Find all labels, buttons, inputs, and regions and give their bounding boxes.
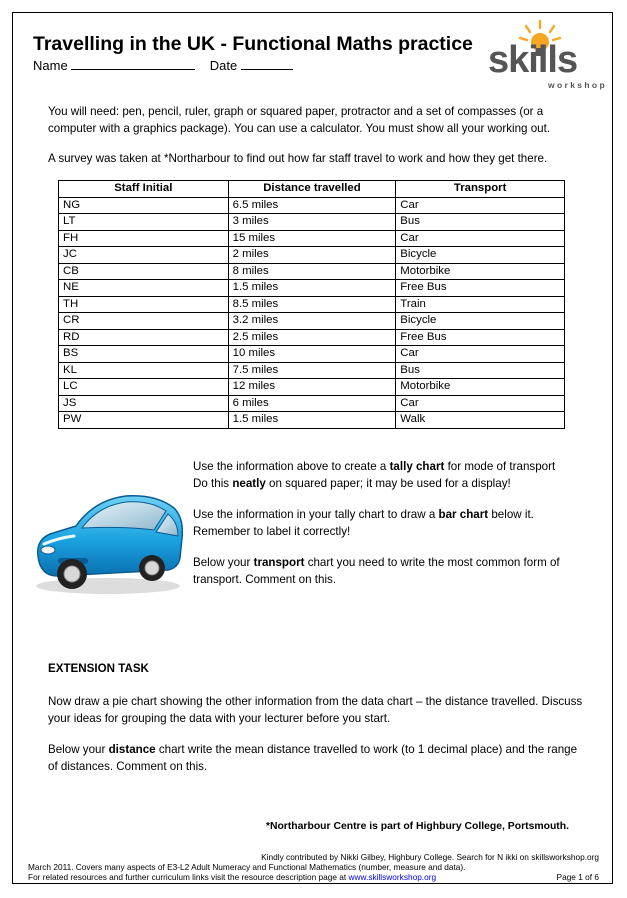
table-row: [59, 214, 565, 231]
footer-related: [28, 872, 436, 882]
table-row: [59, 230, 565, 247]
cell-distance: 10 miles: [228, 346, 396, 363]
table-row: [59, 280, 565, 297]
footer-coverage: March 2011. Covers many aspects of E3-L2 Adult Numeracy and Functional Mathematics (number, measure and data).: [28, 862, 466, 872]
table-row: [59, 362, 565, 379]
date-blank-field[interactable]: [241, 58, 293, 70]
bar-text-bold: bar chart: [438, 508, 489, 521]
common-text-a: Below your: [193, 556, 254, 569]
table-row: [59, 263, 565, 280]
cell-transport: Car: [396, 230, 565, 247]
common-text-bold: transport: [253, 556, 305, 569]
neat-text-c: on squared paper; it may be used for a display!: [265, 476, 511, 490]
cell-staff-initial: CB: [59, 263, 229, 280]
cell-distance: 8 miles: [228, 263, 396, 280]
table-row: [59, 329, 565, 346]
survey-data-table: [58, 180, 565, 429]
northarbour-footnote: *Northarbour Centre is part of Highbury College, Portsmouth.: [265, 821, 569, 832]
table-row: [59, 313, 565, 330]
table-row: [59, 247, 565, 264]
cell-staff-initial: TH: [59, 296, 229, 313]
cell-distance: 2.5 miles: [228, 329, 396, 346]
cell-transport: Motorbike: [396, 379, 565, 396]
date-label: Date: [209, 58, 238, 73]
cell-staff-initial: JC: [59, 247, 229, 264]
cell-staff-initial: RD: [59, 329, 229, 346]
logo-wordmark: skills: [488, 39, 578, 81]
logo-subword: w o r k s h o p: [548, 80, 605, 90]
cell-distance: 3.2 miles: [228, 313, 396, 330]
cell-staff-initial: JS: [59, 395, 229, 412]
bar-text-a: Use the information in your tally chart to draw a: [193, 508, 439, 521]
neat-text-a: Do this: [193, 476, 233, 490]
table-row: [59, 379, 565, 396]
cell-distance: 2 miles: [228, 247, 396, 264]
pie-chart-instruction: Now draw a pie chart showing the other information from the data chart – the distance travelled. Discuss your ideas for grouping the data with your lecturer before you start.: [48, 695, 583, 725]
cell-transport: Motorbike: [396, 263, 565, 280]
cell-distance: 1.5 miles: [228, 280, 396, 297]
header-distance: Distance travelled: [228, 181, 396, 198]
tally-text-bold: tally chart: [389, 460, 445, 473]
name-blank-field[interactable]: [71, 58, 195, 70]
cell-distance: 1.5 miles: [228, 412, 396, 429]
table-row: [59, 296, 565, 313]
cell-distance: 12 miles: [228, 379, 396, 396]
bar-text-c: below it.: [488, 508, 534, 521]
tally-text-c: for mode of transport: [444, 460, 556, 473]
tally-text-a: Use the information above to create a: [193, 460, 390, 473]
requirements-paragraph: You will need: pen, pencil, ruler, graph or squared paper, protractor and a set of compasses (or a computer with a graphics package). You can use a calculator. You must show all your working out.: [48, 105, 551, 135]
page-title: Travelling in the UK - Functional Maths practice: [33, 33, 473, 55]
name-label: Name: [33, 58, 68, 73]
cell-staff-initial: BS: [59, 346, 229, 363]
cell-staff-initial: CR: [59, 313, 229, 330]
footer-contributed: Kindly contributed by Nikki Gilbey, Highbury College. Search for N ikki on skillsworkshop.org: [261, 852, 599, 862]
footer-related-text: For related resources and further curriculum links visit the resource description page at: [28, 872, 349, 882]
cell-distance: 6 miles: [228, 395, 396, 412]
cell-transport: Car: [396, 197, 565, 214]
cell-staff-initial: LT: [59, 214, 229, 231]
neat-text-bold: neatly: [232, 476, 266, 490]
common-transport-instruction: [193, 555, 593, 588]
mean-distance-instruction: [48, 742, 588, 775]
mean-text-bold: distance: [108, 743, 156, 756]
cell-transport: Walk: [396, 412, 565, 429]
table-row: [59, 412, 565, 429]
cell-staff-initial: LC: [59, 379, 229, 396]
name-date-line: [33, 58, 293, 73]
cell-distance: 3 miles: [228, 214, 396, 231]
cell-staff-initial: NG: [59, 197, 229, 214]
cell-distance: 15 miles: [228, 230, 396, 247]
cell-transport: Free Bus: [396, 329, 565, 346]
mean-text-c: chart write the mean distance travelled to work (to 1 decimal place) and the range of distances. Comment on this.: [48, 743, 578, 773]
cell-staff-initial: KL: [59, 362, 229, 379]
skills-workshop-logo: [486, 18, 605, 92]
header-staff-initial: Staff Initial: [59, 181, 229, 198]
cell-transport: Bicycle: [396, 313, 565, 330]
cell-staff-initial: PW: [59, 412, 229, 429]
header-transport: Transport: [396, 181, 565, 198]
table-row: [59, 395, 565, 412]
page-number: Page 1 of 6: [556, 872, 599, 882]
cell-transport: Bicycle: [396, 247, 565, 264]
cell-transport: Bus: [396, 362, 565, 379]
cell-transport: Free Bus: [396, 280, 565, 297]
skillsworkshop-link[interactable]: www.skillsworkshop.org: [348, 872, 437, 882]
tally-instruction: [193, 459, 593, 492]
cell-distance: 8.5 miles: [228, 296, 396, 313]
blue-car-icon: [28, 478, 186, 598]
mean-text-a: Below your: [48, 743, 109, 756]
common-text-c: chart you need to write the most common form of transport. Comment on this.: [193, 556, 560, 586]
bar-chart-instruction: [193, 507, 593, 540]
table-header-row: [59, 181, 565, 198]
extension-task-heading: EXTENSION TASK: [48, 662, 149, 675]
cell-transport: Car: [396, 346, 565, 363]
label-reminder: Remember to label it correctly!: [193, 524, 351, 538]
table-row: [59, 346, 565, 363]
table-row: [59, 197, 565, 214]
cell-transport: Train: [396, 296, 565, 313]
cell-distance: 7.5 miles: [228, 362, 396, 379]
cell-staff-initial: NE: [59, 280, 229, 297]
cell-distance: 6.5 miles: [228, 197, 396, 214]
cell-transport: Bus: [396, 214, 565, 231]
cell-transport: Car: [396, 395, 565, 412]
survey-paragraph: A survey was taken at *Northarbour to find out how far staff travel to work and how they get there.: [48, 152, 548, 165]
cell-staff-initial: FH: [59, 230, 229, 247]
